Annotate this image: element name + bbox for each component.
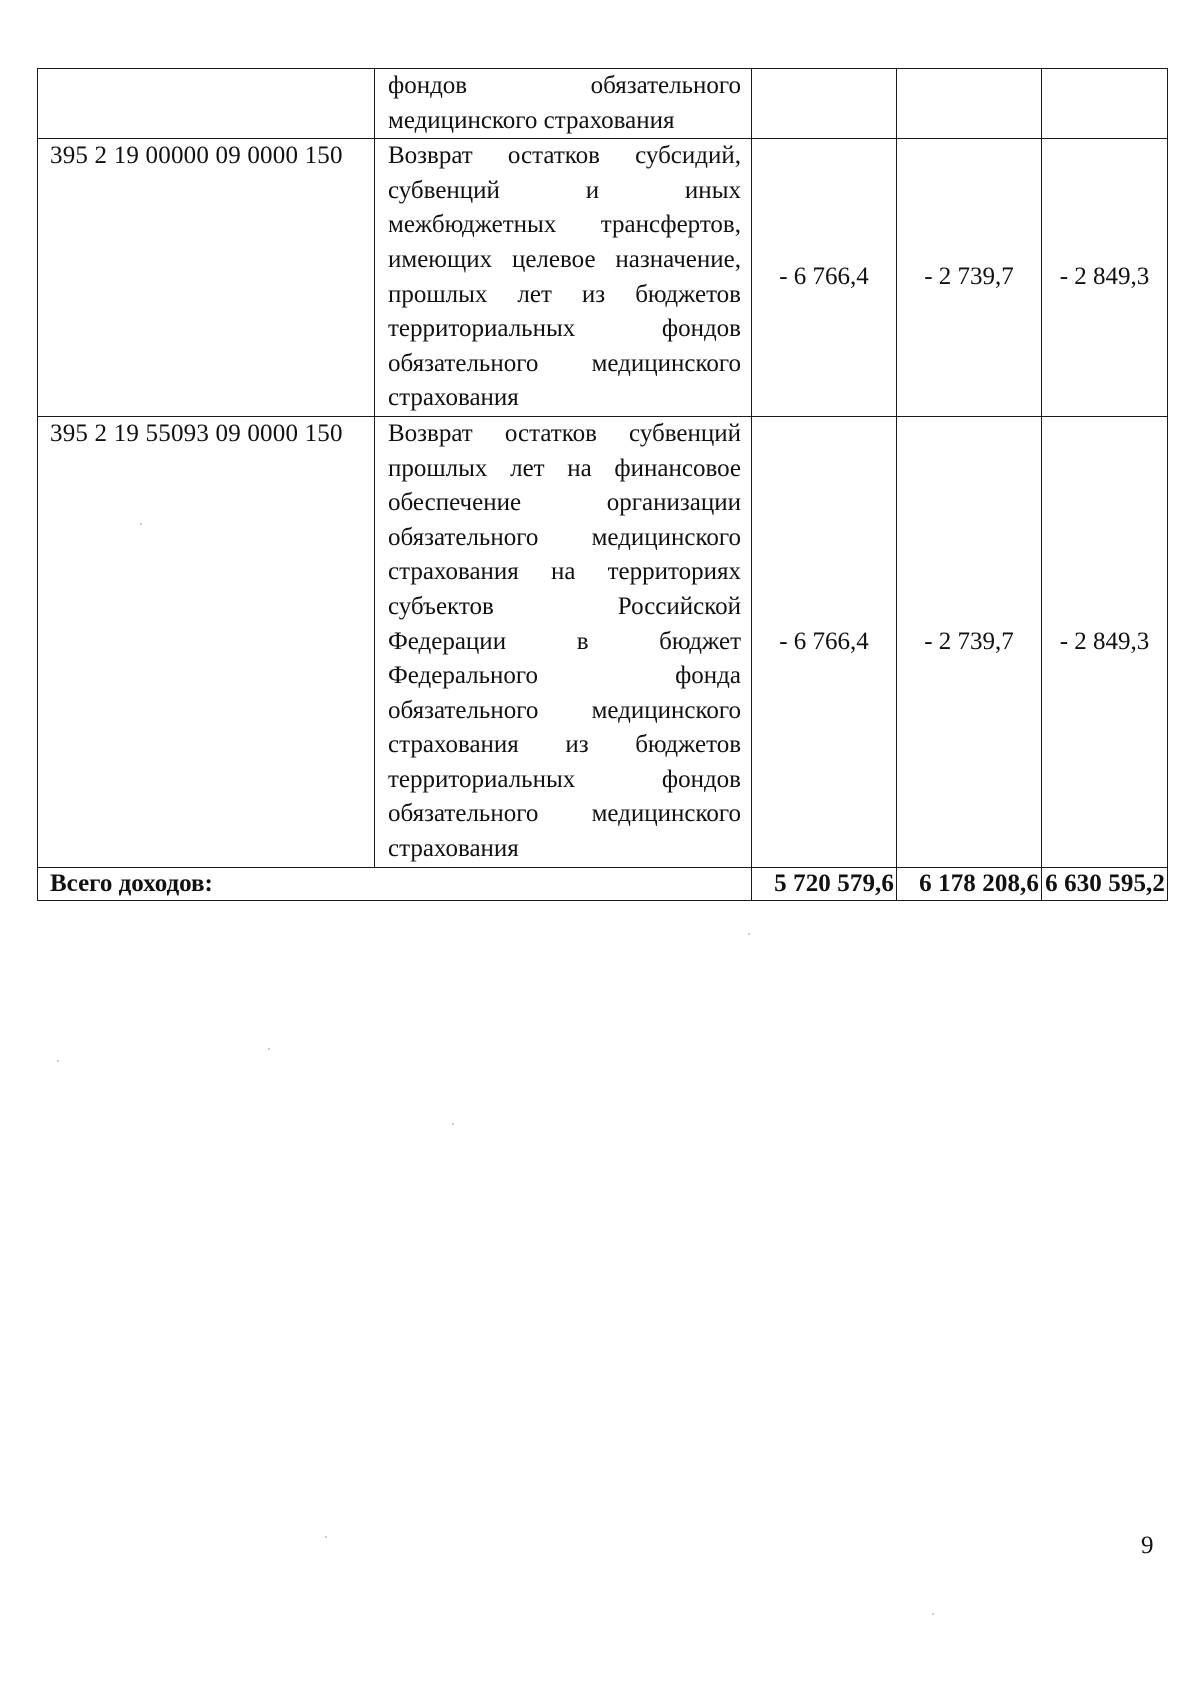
name-line: Возврат остатков субвенций (388, 419, 741, 447)
name-line: Возврат остатков субсидий, (388, 142, 741, 170)
name-line: страхования (388, 835, 519, 863)
total-value-year1: 5 720 579,6 (752, 867, 897, 900)
total-row (38, 867, 1168, 900)
table-row (38, 69, 1168, 139)
income-name-cell (375, 69, 752, 139)
income-name-cell (375, 416, 752, 867)
value-cell-year2: - 2 739,7 (897, 139, 1042, 417)
name-line: прошлых лет из бюджетов (388, 280, 741, 308)
total-value-year3: 6 630 595,2 (1042, 867, 1168, 900)
name-line: обязательного медицинского (388, 349, 741, 377)
value-cell-year1: - 6 766,4 (752, 139, 897, 417)
value-cell-year3: - 2 849,3 (1042, 416, 1168, 867)
name-line: обеспечение организации (388, 489, 741, 517)
scan-speck (268, 1048, 270, 1050)
name-line: межбюджетных трансфертов, (388, 211, 741, 239)
name-line: имеющих целевое назначение, (388, 245, 741, 273)
value-cell-year1 (752, 69, 897, 139)
name-line: Федерации в бюджет (388, 627, 741, 655)
value-cell-year1: - 6 766,4 (752, 416, 897, 867)
name-line: субъектов Российской (388, 592, 741, 620)
page-number: 9 (1141, 1532, 1154, 1559)
value-cell-year3 (1042, 69, 1168, 139)
scan-speck (57, 1060, 59, 1062)
name-line: территориальных фондов (388, 765, 741, 793)
scan-speck (932, 1613, 934, 1615)
table-row (38, 416, 1168, 867)
name-line: страхования из бюджетов (388, 731, 741, 759)
total-label: Всего доходов: (38, 867, 752, 900)
scan-speck (325, 1536, 327, 1538)
name-line: фондов обязательного (388, 72, 741, 99)
table-row (38, 139, 1168, 417)
name-line: обязательного медицинского (388, 523, 741, 551)
name-line: прошлых лет на финансовое (388, 454, 741, 482)
value-cell-year2: - 2 739,7 (897, 416, 1042, 867)
name-line: Федерального фонда (388, 662, 741, 690)
scan-speck (748, 933, 750, 935)
income-code-cell (38, 69, 375, 139)
name-line: медицинского страхования (388, 106, 675, 134)
name-line: территориальных фондов (388, 315, 741, 343)
scan-speck (452, 1123, 454, 1125)
name-line: обязательного медицинского (388, 800, 741, 828)
value-cell-year2 (897, 69, 1042, 139)
income-table (37, 68, 1168, 901)
income-code-cell: 395 2 19 55093 09 0000 150 (38, 416, 375, 867)
name-line: страхования (388, 384, 519, 412)
name-line: обязательного медицинского (388, 696, 741, 724)
value-cell-year3: - 2 849,3 (1042, 139, 1168, 417)
income-name-cell (375, 139, 752, 417)
name-line: страхования на территориях (388, 558, 741, 586)
total-value-year2: 6 178 208,6 (897, 867, 1042, 900)
income-code-cell: 395 2 19 00000 09 0000 150 (38, 139, 375, 417)
scan-speck (140, 523, 142, 525)
name-line: субвенций и иных (388, 176, 741, 204)
